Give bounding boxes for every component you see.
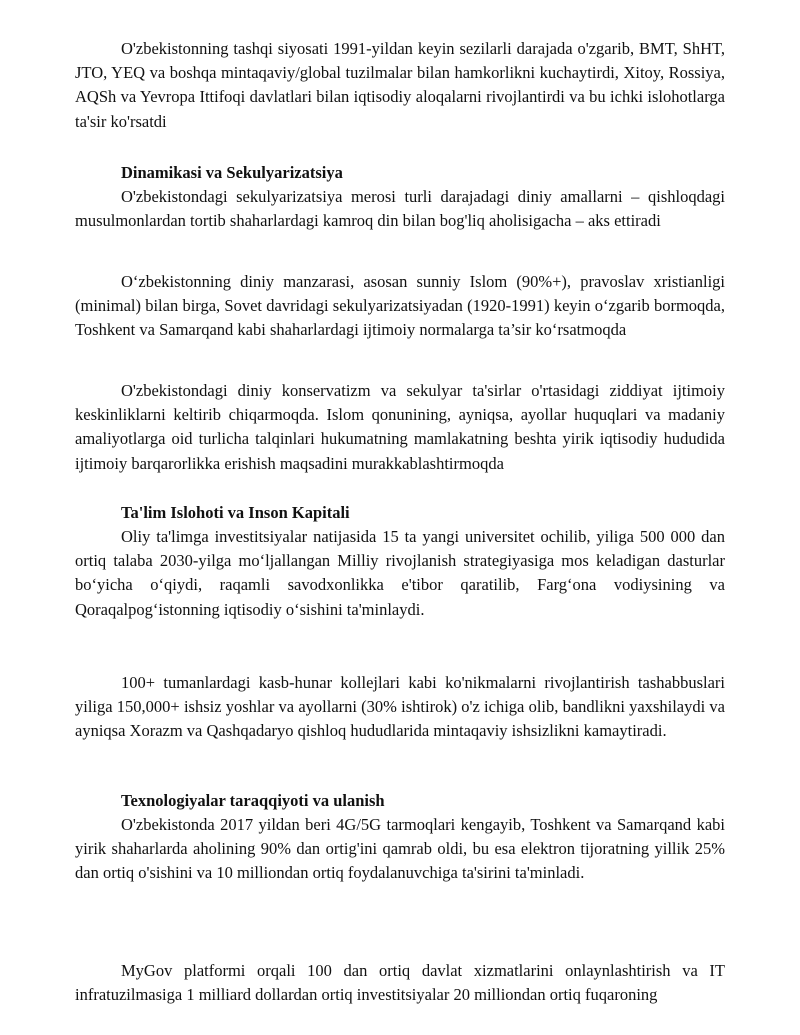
section-heading-technology: Texnologiyalar taraqqiyoti va ulanish xyxy=(121,791,385,810)
paragraph: O'zbekistondagi diniy konservatizm va sekulyar ta'sirlar o'rtasidagi ziddiyat ijtimoiy keskinliklarni keltirib chiqarmoqda. Islom qonunining, ayniqsa, ayollar huquqlari va madaniy amaliyotlarga oid turlicha talqinlari hukumatning mamlakatning beshta yirik iqtisodiy hududida ijtimoiy barqarorlikka erishish maqsadini murakkablashtirmoqda xyxy=(75,381,725,473)
paragraph-mygov xyxy=(75,959,725,1007)
paragraph-vocational xyxy=(75,671,725,744)
paragraph-higher-education xyxy=(75,525,725,622)
section-heading-education: Ta'lim Islohoti va Inson Kapitali xyxy=(121,503,350,522)
paragraph: O'zbekistondagi sekulyarizatsiya merosi turli darajadagi diniy amallarni – qishloqdagi musulmonlardan tortib shaharlardagi kamroq din bilan bog'liq aholisigacha – aks ettiradi xyxy=(75,187,725,231)
paragraph: O‘zbekistonning diniy manzarasi, asosan sunniy Islom (90%+), pravoslav xristianligi (minimal) bilan birga, Sovet davridagi sekulyarizatsiyadan (1920-1991) keyin o‘zgarib bormoqda, Toshkent va Samarqand kabi shaharlardagi ijtimoiy normalarga ta’sir ko‘rsatmoqda xyxy=(75,272,725,340)
section-heading-secularization: Dinamikasi va Sekulyarizatsiya xyxy=(121,163,343,182)
paragraph: MyGov platformi orqali 100 dan ortiq davlat xizmatlarini onlaynlashtirish va IT infratuzilmasiga 1 milliard dollardan ortiq investitsiyalar 20 milliondan ortiq fuqaroning xyxy=(75,961,725,1005)
paragraph: O'zbekistonda 2017 yildan beri 4G/5G tarmoqlari kengayib, Toshkent va Samarqand kabi yirik shaharlarda aholining 90% dan ortig'ini qamrab oldi, bu esa elektron tijoratning yillik 25% dan ortiq o'sishini va 10 milliondan ortiq foydalanuvchiga ta'sirini ta'minladi. xyxy=(75,815,725,883)
paragraph-religious-landscape xyxy=(75,270,725,343)
paragraph: 100+ tumanlardagi kasb-hunar kollejlari kabi ko'nikmalarni rivojlantirish tashabbuslari yiliga 150,000+ ishsiz yoshlar va ayollarni (30% ishtirok) o'z ichiga olib, bandlikni yaxshilaydi va ayniqsa Xorazm va Qashqadaryo qishloq hududlarida mintaqaviy ishsizlikni kamaytiradi. xyxy=(75,673,725,741)
paragraph-networks xyxy=(75,813,725,886)
paragraph: O'zbekistonning tashqi siyosati 1991-yildan keyin sezilarli darajada o'zgarib, BMT, ShHT, JTO, YEQ va boshqa mintaqaviy/global tuzilmalar bilan hamkorlikni kuchaytirdi, Xitoy, Rossiya, AQSh va Yevropa Ittifoqi davlatlari bilan iqtisodiy aloqalarni rivojlantirdi va bu ichki islohotlarga ta'sir ko'rsatdi xyxy=(75,39,725,131)
paragraph-religious-tension xyxy=(75,379,725,476)
paragraph: Oliy ta'limga investitsiyalar natijasida 15 ta yangi universitet ochilib, yiliga 500 000 dan ortiq talaba 2030-yilga mo‘ljallangan Milliy rivojlanish strategiyasiga mos keladigan dasturlar bo‘yicha o‘qiydi, raqamli savodxonlikka e'tibor qaratilib, Farg‘ona vodiysining va Qoraqalpog‘istonning iqtisodiy o‘sishini ta'minlaydi. xyxy=(75,527,725,619)
paragraph-secular-legacy xyxy=(75,185,725,233)
paragraph-foreign-policy xyxy=(75,37,725,134)
